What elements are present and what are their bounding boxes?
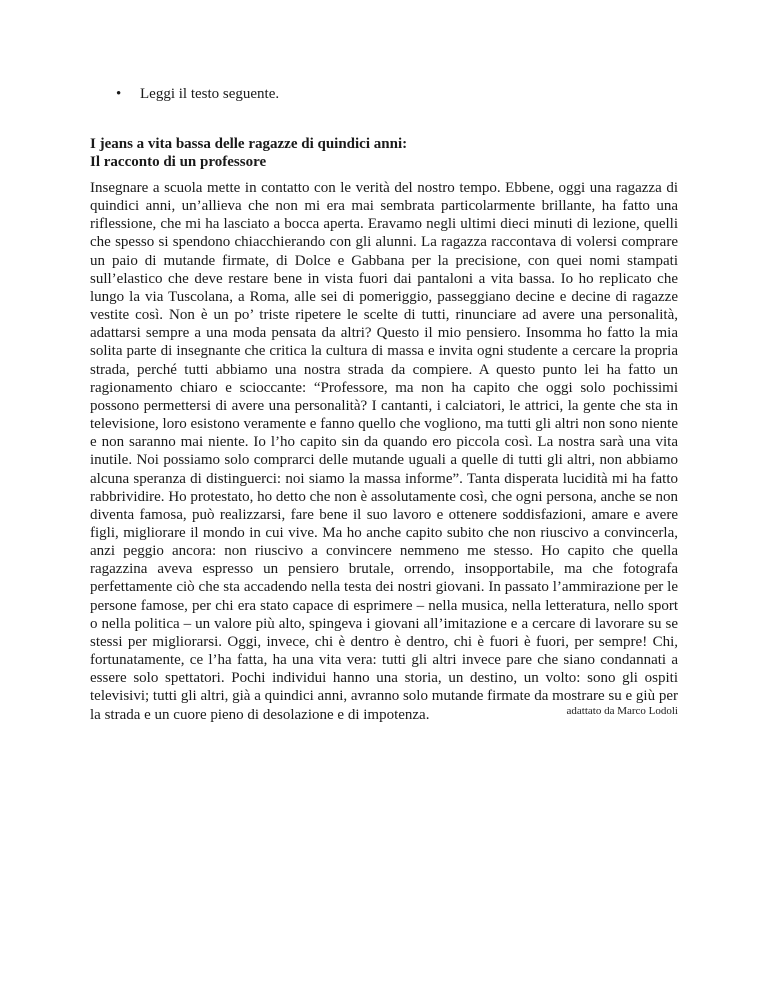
article-title-line-2: Il racconto di un professore xyxy=(90,154,267,170)
article-title-line-1: I jeans a vita bassa delle ragazze di quindici anni: xyxy=(90,136,408,152)
article-credit: adattato da Marco Lodoli xyxy=(566,705,678,717)
instruction-text: Leggi il testo seguente. xyxy=(140,86,280,102)
bullet-icon: • xyxy=(116,86,122,102)
article-body: Insegnare a scuola mette in contatto con le verità del nostro tempo. Ebbene, oggi una ragazza di quindici anni, un’allieva che non mi era mai sembrata particolarmente brillante, ha fatto una riflessione, che mi ha lasciato a bocca aperta. Eravamo negli ultimi dieci minuti di lezione, quelli che spesso si spendono chiacchierando con gli alunni. La ragazza raccontava di volersi comprare un paio di mutande firmate, di Dolce e Gabbana per la precisione, con quei nomi stampati sull’elastico che deve restare bene in vista fuori dai pantaloni a vita bassa. Io ho replicato che lungo la via Tuscolana, a Roma, alle sei di pomeriggio, passeggiano decine e decine di ragazze vestite così. Non è un po’ triste ripetere le scelte di tutti, rinunciare ad avere una personalità, adattarsi sempre a una moda pensata da altri? Questo il mio pensiero. Insomma ho fatto la mia solita parte di insegnante che critica la cultura di massa e invita ogni studente a cercare la propria strada, perché tutti abbiamo una nostra strada da compiere. A questo punto lei ha fatto un ragionamento chiaro e scioccante: “Professore, ma non ha capito che oggi solo pochissimi possono permettersi di avere una personalità? I cantanti, i calciatori, le attrici, la gente che sta in televisione, loro esistono veramente e fanno quello che vogliono, ma tutti gli altri non sono niente e non saranno mai niente. Io l’ho capito sin da quando ero piccola così. La nostra sarà una vita inutile. Noi possiamo solo comprarci delle mutande uguali a quelle di tutti gli altri, non abbiamo alcuna speranza di distinguerci: noi siamo la massa informe”. Tanta disperata lucidità mi ha fatto rabbrividire. Ho protestato, ho detto che non è assolutamente così, che ogni persona, anche se non diventa famosa, può realizzarsi, fare bene il suo lavoro e ottenere soddisfazioni, amare e avere figli, migliorare il mondo in cui vive. Ma ho anche capito subito che non riuscivo a convincerla, anzi peggio ancora: non riuscivo a convincere nemmeno me stesso. Ho capito che quella ragazzina aveva espresso un pensiero brutale, orrendo, insopportabile, ma che fotografa perfettamente ciò che sta accadendo nella testa dei nostri giovani. In passato l’ammirazione per le persone famose, per chi era stato capace di esprimere – nella musica, nella letteratura, nello sport o nella politica – un valore più alto, spingeva i giovani all’imitazione e a cercare di lavorare su se stessi per migliorarsi. Oggi, invece, chi è dentro è dentro, chi è fuori è fuori, per sempre! Chi, fortunatamente, ce l’ha fatta, ha una vita vera: tutti gli altri invece pare che siano condannati a essere solo spettatori. Pochi individui hanno una storia, un destino, un volto: sono gli ospiti televisivi; tutti gli altri, già a quindici anni, avranno solo mutande firmate da mostrare su e giù per la strada e un cuore pieno di desolazione e di impotenza. xyxy=(90,180,678,723)
article-title xyxy=(90,135,680,171)
instruction-item xyxy=(116,85,279,103)
